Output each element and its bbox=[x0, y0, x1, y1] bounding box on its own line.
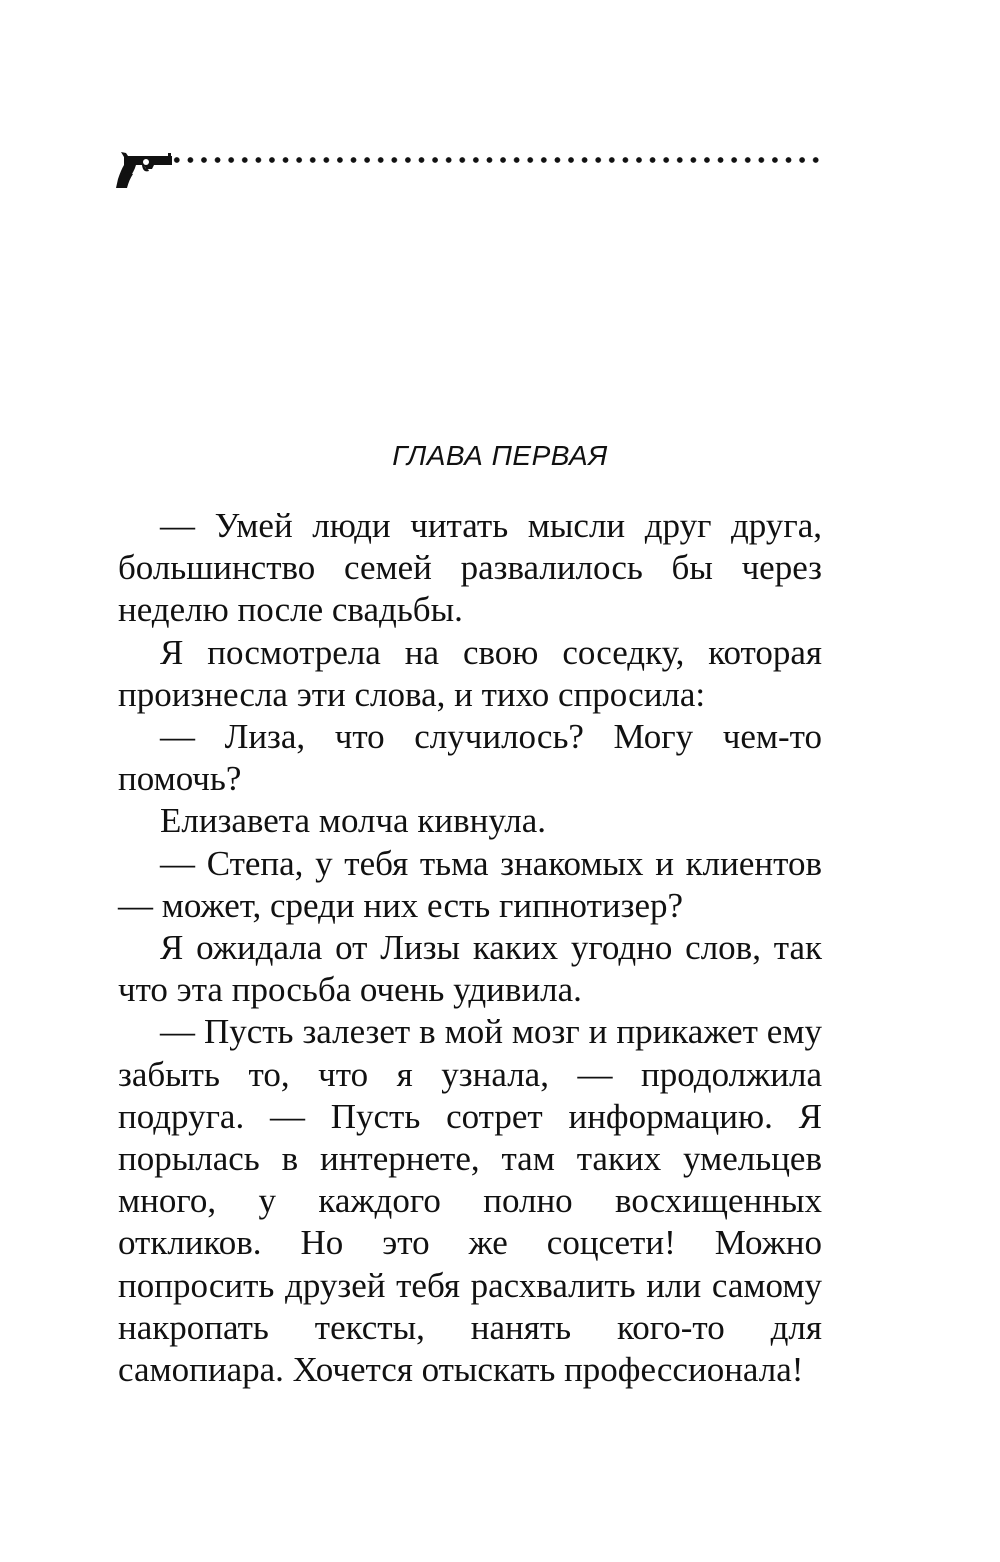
paragraph: — Степа, у тебя тьма знакомых и клиентов — может, среди них есть гипнотизер? bbox=[118, 843, 822, 925]
body-text bbox=[118, 505, 822, 1391]
paragraph: Елизавета молча кивнула. bbox=[160, 801, 547, 841]
chapter-title: ГЛАВА ПЕРВАЯ bbox=[392, 440, 608, 471]
header-ornament bbox=[114, 148, 826, 196]
paragraph: — Лиза, что случилось? Могу чем-то помочь? bbox=[118, 717, 822, 799]
paragraph: Я ожидала от Лизы каких угодно слов, так что эта просьба очень удивила. bbox=[118, 928, 822, 1010]
revolver-icon bbox=[114, 148, 176, 196]
paragraph: — Пусть залезет в мой мозг и прикажет ему забыть то, что я узнала, — продолжила подруга. — Пусть сотрет информацию. Я порылась в интернете, там таких умельцев много, у каждого полно восхищенных откликов. Но это же соцсети! Можно попросить друзей тебя расхвалить или самому накропать тексты, нанять кого-то для самопиара. Хочется отыскать профессионала! bbox=[118, 1012, 822, 1390]
paragraph: Я посмотрела на свою соседку, которая произнесла эти слова, и тихо спросила: bbox=[118, 632, 822, 714]
dotted-rule bbox=[170, 157, 826, 163]
paragraph: — Умей люди читать мысли друг друга, большинство семей развалилось бы через неделю после свадьбы. bbox=[118, 506, 822, 630]
